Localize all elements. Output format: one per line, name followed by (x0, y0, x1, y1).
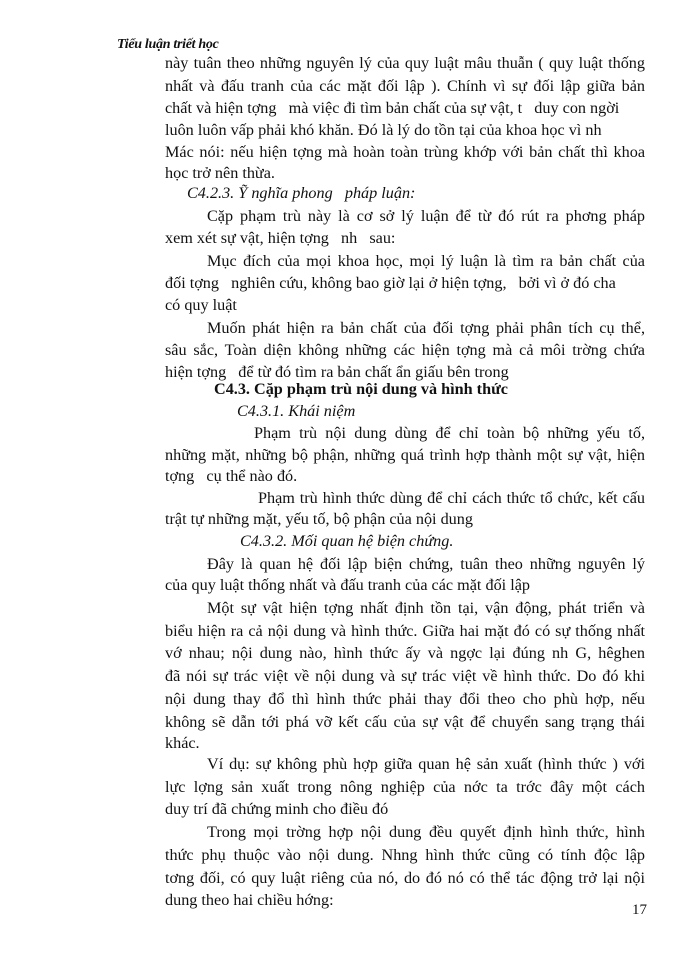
paragraph-line: trật tự những mặt, yếu tố, bộ phận của nội dung (165, 510, 473, 528)
paragraph-line: vớ nhau; nội dung nào, hình thức ấy và ngợc lại đúng nh G, hêghen (165, 644, 645, 662)
paragraph-line: nhất và đấu tranh của các mặt đối lập ). Chính vì sự đối lập giữa bản (165, 77, 645, 95)
paragraph-line: đối tợng nghiên cứu, không bao giờ lại ở hiện tợng, bởi vì ở đó cha (165, 274, 616, 292)
paragraph-line: tợng cụ thể nào đó. (165, 467, 298, 485)
paragraph-line: duy trí đã chứng minh cho điều đó (165, 800, 389, 818)
paragraph-line: thức phụ thuộc vào nội dung. Nhng hình thức cũng có tính độc lập (165, 846, 645, 864)
paragraph-line: đã nói sự trác việt về nội dung và sự trác việt về hình thức. Do đó khi (165, 667, 645, 685)
paragraph-line: Mác nói: nếu hiện tợng mà hoàn toàn trùng khớp với bản chất thì khoa (165, 143, 645, 161)
paragraph-line: Muốn phát hiện ra bản chất của đối tợng phải phân tích cụ thể, (207, 319, 645, 337)
paragraph-line: chất và hiện tợng mà việc đi tìm bản chất của sự vật, t duy con ngời (165, 99, 620, 117)
paragraph-line: nội dung thay đổ thì hình thức phải thay đổi theo cho phù hợp, nếu (165, 690, 645, 708)
paragraph-line: dung theo hai chiều hớng: (165, 891, 334, 909)
paragraph-line: xem xét sự vật, hiện tợng nh sau: (165, 229, 396, 247)
paragraph-line: Trong mọi trờng hợp nội dung đều quyết định hình thức, hình (207, 823, 645, 841)
paragraph-line: sâu sắc, Toàn diện không những các hiện tợng mà cả môi trờng chứa (165, 341, 645, 359)
subheading-c4-3-2: C4.3.2. Mối quan hệ biện chứng. (240, 532, 454, 550)
paragraph-line: luôn luôn vấp phải khó khăn. Đó là lý do tồn tại của khoa học vì nh (165, 121, 602, 139)
paragraph-line: hiện tợng để từ đó tìm ra bản chất ẩn giấu bên trong (165, 363, 509, 381)
subheading-c4-3-1: C4.3.1. Khái niệm (237, 402, 356, 420)
paragraph-line: Cặp phạm trù này là cơ sở lý luận để từ đó rút ra phơng pháp (207, 207, 645, 225)
paragraph-line: Mục đích của mọi khoa học, mọi lý luận là tìm ra bản chất của (207, 252, 645, 270)
running-header: Tiểu luận triết học (117, 37, 219, 52)
paragraph-line: khác. (165, 734, 200, 752)
subheading-c4-2-3: C4.2.3. Ỹ nghĩa phong pháp luận: (187, 184, 416, 202)
paragraph-line: những mặt, những bộ phận, những quá trình hợp thành một sự vật, hiện (165, 446, 645, 464)
paragraph-line: của quy luật thống nhất và đấu tranh của các mặt đối lập (165, 576, 530, 594)
paragraph-line: biểu hiện ra cả nội dung và hình thức. Giữa hai mặt đó có sự thống nhất (165, 622, 645, 640)
paragraph-line: Phạm trù hình thức dùng để chỉ cách thức tổ chức, kết cấu (258, 489, 645, 507)
paragraph-line: không sẽ dẫn tới phá vỡ kết cấu của sự vật để chuyển sang trạng thái (165, 713, 645, 731)
paragraph-line: học trở nên thừa. (165, 164, 275, 182)
paragraph-line: có quy luật (165, 296, 237, 314)
paragraph-line: này tuân theo những nguyên lý của quy luật mâu thuẫn ( quy luật thống (165, 54, 645, 72)
page-number: 17 (632, 902, 647, 918)
paragraph-line: Phạm trù nội dung dùng để chỉ toàn bộ những yếu tố, (254, 424, 645, 442)
paragraph-line: Một sự vật hiện tợng nhất định tồn tại, vận động, phát triển và (207, 599, 645, 617)
paragraph-line: lực lợng sản xuất trong nông nghiệp của nớc ta trớc đây một cách (165, 778, 645, 796)
paragraph-line: Đây là quan hệ đối lập biện chứng, tuân theo những nguyên lý (207, 555, 645, 573)
heading-c4-3: C4.3. Cặp phạm trù nội dung và hình thức (214, 380, 508, 398)
paragraph-line: tơng đối, có quy luật riêng của nó, do đó nó có thể tác động trở lại nội (165, 869, 645, 887)
paragraph-line: Ví dụ: sự không phù hợp giữa quan hệ sản xuất (hình thức ) với (207, 755, 645, 773)
